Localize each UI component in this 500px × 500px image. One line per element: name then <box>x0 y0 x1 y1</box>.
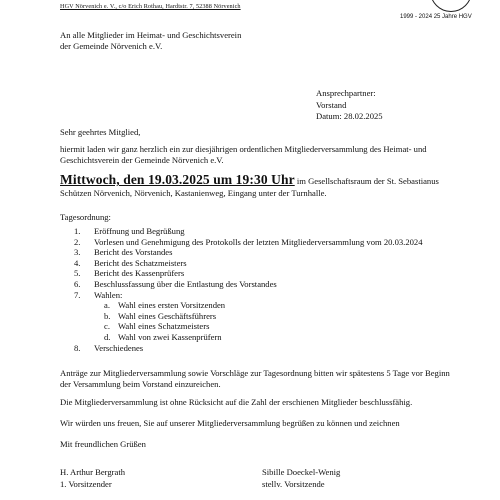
agenda-item <box>60 279 460 290</box>
agenda-item <box>60 237 460 248</box>
agenda-number: 1. <box>74 226 81 236</box>
meeting-date: Mittwoch, den 19.03.2025 um 19:30 Uhr <box>60 172 295 187</box>
election-item <box>60 311 460 322</box>
agenda-number: 4. <box>74 257 81 268</box>
agenda-item <box>60 290 460 301</box>
recipient-line-2: der Gemeinde Nörvenich e.V. <box>60 41 163 51</box>
agenda-number: 5. <box>74 268 81 279</box>
signer-name: H. Arthur Bergrath <box>60 467 125 477</box>
agenda-number: 2. <box>74 236 81 247</box>
sender-address-line: HGV Nörvenich e. V., c/o Erich Rothau, Hardtstr. 7, 52388 Nörvenich <box>60 3 241 10</box>
quorum-paragraph: Die Mitgliederversammlung ist ohne Rücksicht auf die Zahl der erschienen Mitglieder beschlussfähig. <box>60 397 413 407</box>
agenda-text: Eröffnung und Begrüßung <box>94 226 185 236</box>
signature-right <box>262 466 340 490</box>
association-logo <box>430 0 472 12</box>
agenda-text: Wahlen: <box>94 289 123 300</box>
election-letter: c. <box>104 321 110 332</box>
agenda-list <box>60 226 460 353</box>
agenda-text: Bericht des Schatzmeisters <box>94 257 187 268</box>
agenda-number: 6. <box>74 278 81 289</box>
agenda-number: 8. <box>74 342 81 353</box>
agenda-item <box>60 226 460 237</box>
contact-label: Ansprechpartner: <box>316 88 376 98</box>
recipient-line-1: An alle Mitglieder im Heimat- und Geschichtsverein <box>60 30 242 40</box>
agenda-item <box>60 258 460 269</box>
salutation: Sehr geehrtes Mitglied, <box>60 127 141 137</box>
proposals-paragraph: Anträge zur Mitgliederversammlung sowie Vorschläge zur Tagesordnung bitten wir spätestens 5 Tage vor Beginn der Versammlung beim Vorstand einzureichen. <box>60 368 450 389</box>
election-text: Wahl eines Geschäftsführers <box>118 310 217 321</box>
signer-role: stellv. Vorsitzende <box>262 479 325 489</box>
election-item <box>60 321 460 332</box>
election-item <box>60 332 460 343</box>
agenda-text: Bericht des Kassenprüfers <box>94 268 185 279</box>
agenda-text: Verschiedenes <box>94 342 144 353</box>
agenda-item <box>60 247 460 258</box>
signer-name: Sibille Doeckel-Wenig <box>262 467 341 477</box>
welcome-paragraph: Wir würden uns freuen, Sie auf unserer Mitgliederversammlung begrüßen zu können und zeichnen <box>60 418 400 428</box>
meeting-location: im Gesellschaftsraum der St. Sebastianus Schützen Nörvenich, Nörvenich, Kastanienweg, Eingang unter der Turnhalle. <box>60 176 439 198</box>
election-text: Wahl eines Schatzmeisters <box>118 321 210 332</box>
letter-date: Datum: 28.02.2025 <box>316 111 383 121</box>
agenda-item <box>60 268 460 279</box>
agenda-text: Beschlussfassung über die Entlastung des Vorstandes <box>94 278 277 289</box>
agenda-number: 3. <box>74 247 81 258</box>
agenda-title: Tagesordnung: <box>60 212 111 222</box>
election-text: Wahl von zwei Kassenprüfern <box>118 331 222 342</box>
election-item <box>60 300 460 311</box>
agenda-item <box>60 343 460 354</box>
invitation-paragraph: hiermit laden wir ganz herzlich ein zur diesjährigen ordentlichen Mitgliederversammlung des Heimat- und Geschichtsverein der Gemeinde Nörvenich e.V. <box>60 144 427 165</box>
signer-role: 1. Vorsitzender <box>60 479 112 489</box>
closing: Mit freundlichen Grüßen <box>60 439 146 449</box>
logo-caption: 1999 - 2024 25 Jahre HGV <box>400 14 472 20</box>
election-letter: b. <box>104 310 111 321</box>
agenda-text: Bericht des Vorstandes <box>94 247 173 258</box>
agenda-number: 7. <box>74 289 81 300</box>
election-letter: a. <box>104 300 110 311</box>
election-letter: d. <box>104 331 111 342</box>
contact-name: Vorstand <box>316 99 347 110</box>
election-text: Wahl eines ersten Vorsitzenden <box>118 300 226 311</box>
agenda-text: Vorlesen und Genehmigung des Protokolls der letzten Mitgliederversammlung vom 20.03.2024 <box>94 236 423 247</box>
meeting-details <box>60 174 460 199</box>
signature-left <box>60 466 125 490</box>
contact-block <box>316 88 383 123</box>
recipient-block <box>60 30 241 52</box>
